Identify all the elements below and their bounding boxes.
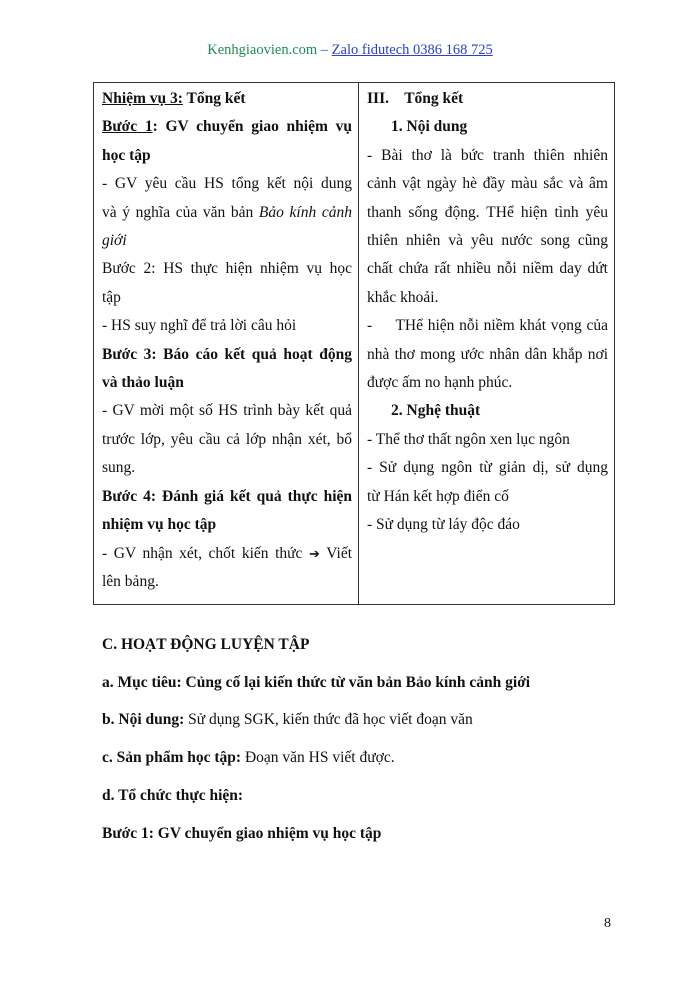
c1-line6: khắc khoải. bbox=[367, 288, 439, 306]
content-heading: 1. Nội dung bbox=[391, 118, 468, 136]
objective-line: a. Mục tiêu: Củng cố lại kiến thức từ văn bản Bảo kính cảnh giới bbox=[102, 674, 531, 691]
section-heading: III. Tổng kết bbox=[367, 90, 464, 107]
art-item2-line2: từ Hán kết hợp điển cố bbox=[367, 487, 509, 505]
header-separator: – bbox=[317, 42, 332, 58]
page-number: 8 bbox=[604, 916, 611, 931]
art-heading: 2. Nghệ thuật bbox=[391, 402, 481, 420]
art-item1: - Thể thơ thất ngôn xen lục ngôn bbox=[367, 430, 570, 448]
right-cell bbox=[359, 83, 615, 605]
content-line: b. Nội dung: Sử dụng SGK, kiến thức đã học viết đoạn văn bbox=[102, 711, 473, 728]
arrow-right-icon: ➔ bbox=[309, 545, 320, 561]
left-cell bbox=[94, 83, 359, 605]
p3-line1: - GV mời một số HS trình bày kết quả bbox=[102, 402, 352, 420]
step1-line: Bước 1: GV chuyển giao nhiệm vụ học tập bbox=[102, 825, 382, 842]
step1-heading: Bước 1: GV chuyển giao nhiệm vụ bbox=[102, 118, 352, 136]
organize-line: d. Tổ chức thực hiện: bbox=[102, 787, 244, 804]
step3-line2: và thảo luận bbox=[102, 374, 184, 392]
c1-line4: thiên nhiên và yêu nước song cũng bbox=[367, 232, 608, 250]
header-site[interactable]: Kenhgiaovien.com bbox=[207, 42, 318, 58]
step1-heading-cont: học tập bbox=[102, 146, 151, 164]
c1-line3: thanh sống động. THể hiện tình yêu bbox=[367, 203, 608, 221]
c1-line1: - Bài thơ là bức tranh thiên nhiên bbox=[367, 146, 608, 164]
product-line: c. Sản phẩm học tập: Đoạn văn HS viết được. bbox=[102, 749, 395, 766]
p3-line3: sung. bbox=[102, 459, 136, 477]
c2-line1: - THể hiện nỗi niềm khát vọng của bbox=[367, 317, 608, 335]
task-title: Nhiệm vụ 3: Tổng kết bbox=[102, 90, 246, 107]
step2-line2: tập bbox=[102, 288, 121, 306]
step4-line2: nhiệm vụ học tập bbox=[102, 516, 217, 534]
step4-line1: Bước 4: Đánh giá kết quả thực hiện bbox=[102, 487, 352, 505]
step3-line1: Bước 3: Báo cáo kết quả hoạt động bbox=[102, 345, 352, 363]
p1-line1: - GV yêu cầu HS tổng kết nội dung bbox=[102, 175, 352, 193]
page-header bbox=[0, 42, 700, 59]
section-heading-practice: C. HOẠT ĐỘNG LUYỆN TẬP bbox=[102, 636, 310, 653]
art-item3: - Sử dụng từ láy độc đáo bbox=[367, 516, 520, 534]
p4-line1: - GV nhận xét, chốt kiến thức ➔ Viết bbox=[102, 544, 352, 562]
art-item2-line1: - Sử dụng ngôn từ giản dị, sử dụng bbox=[367, 459, 608, 477]
header-zalo-link[interactable]: Zalo fidutech 0386 168 725 bbox=[331, 42, 493, 58]
step2-line1: Bước 2: HS thực hiện nhiệm vụ học bbox=[102, 260, 352, 278]
p1-line3: giới bbox=[102, 232, 127, 250]
p1-line2: và ý nghĩa của văn bản Bảo kính cảnh bbox=[102, 203, 352, 221]
c2-line3: được ấm no hạnh phúc. bbox=[367, 374, 513, 392]
c2-line2: nhà thơ mong ước nhân dân khắp nơi bbox=[367, 345, 608, 363]
summary-table bbox=[93, 82, 615, 605]
p2: - HS suy nghĩ để trả lời câu hỏi bbox=[102, 317, 297, 335]
p3-line2: trước lớp, yêu cầu cả lớp nhận xét, bổ bbox=[102, 430, 352, 448]
c1-line5: chất chứa rất nhiều nỗi niềm day dứt bbox=[367, 260, 608, 278]
c1-line2: cảnh vật ngày hè đầy màu sắc và âm bbox=[367, 175, 608, 193]
p4-line2: lên bảng. bbox=[102, 572, 159, 590]
